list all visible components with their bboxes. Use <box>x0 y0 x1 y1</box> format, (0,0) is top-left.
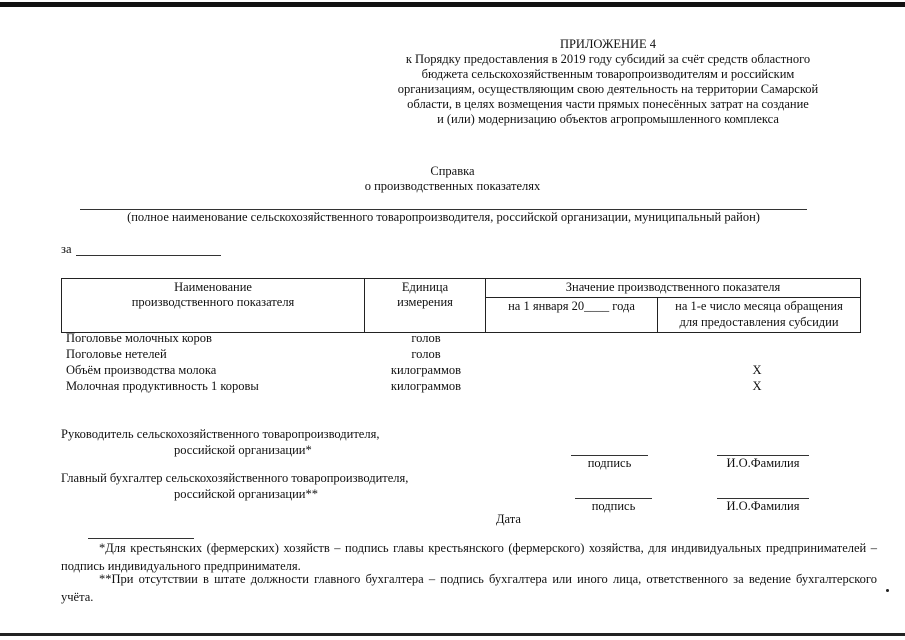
header-indicator-name-line2: производственного показателя <box>131 295 295 310</box>
footnote-1-text: *Для крестьянских (фермерских) хозяйств – подпись главы крестьянского (фермерского) хозяйства, для индивидуальных предпринимателей – подпись индивидуального предпринимателя. <box>61 541 877 573</box>
head-name-caption: И.О.Фамилия <box>726 456 800 470</box>
table-row <box>66 347 856 363</box>
indicator-name: Поголовье нетелей <box>66 347 167 361</box>
indicator-name: Объём производства молока <box>66 363 217 377</box>
indicator-unit: килограммов <box>390 379 462 393</box>
indicators-rows <box>66 331 856 395</box>
accountant-label-line2: российской организации** <box>174 487 318 501</box>
header-indicator-name-line1: Наименование <box>174 280 252 294</box>
top-border-rule <box>0 2 905 7</box>
document-title-line1: Справка <box>430 164 475 178</box>
head-label-line1: Руководитель сельскохозяйственного товаропроизводителя, <box>61 427 380 441</box>
annex-header <box>368 37 848 127</box>
scan-speck <box>886 589 889 592</box>
header-value-jan1: на 1 января 20____ года <box>486 298 658 333</box>
indicator-name: Молочная продуктивность 1 коровы <box>66 379 259 393</box>
table-row <box>66 363 856 379</box>
period-field[interactable] <box>76 255 221 256</box>
header-indicator-name <box>62 279 365 333</box>
producer-name-caption: (полное наименование сельскохозяйственного товаропроизводителя, российской организации, муниципальный район) <box>127 210 760 224</box>
document-title-line2: о производственных показателях <box>364 179 541 193</box>
header-unit <box>365 279 486 333</box>
footnote-2 <box>61 571 877 606</box>
annex-title: ПРИЛОЖЕНИЕ 4 <box>559 37 657 51</box>
indicator-unit: голов <box>411 331 441 345</box>
date-label: Дата <box>496 512 521 526</box>
table-row <box>66 379 856 395</box>
annex-line: к Порядку предоставления в 2019 году субсидий за счёт средств областного <box>405 52 811 66</box>
accountant-label-line1: Главный бухгалтер сельскохозяйственного товаропроизводителя, <box>61 471 409 485</box>
indicator-value-first: Х <box>752 379 762 393</box>
head-label-line2: российской организации* <box>174 443 312 457</box>
annex-line: бюджета сельскохозяйственным товаропроизводителям и российским <box>421 67 795 81</box>
annex-line: организациям, осуществляющим свою деятельность на территории Самарской <box>397 82 819 96</box>
table-row <box>66 331 856 347</box>
header-value-first-line1: на 1-е число месяца обращения <box>675 299 843 314</box>
header-unit-line2: измерения <box>397 295 453 310</box>
annex-line: области, в целях возмещения части прямых понесённых затрат на создание <box>407 97 809 111</box>
indicator-unit: килограммов <box>390 363 462 377</box>
annex-line: и (или) модернизацию объектов агропромышленного комплекса <box>437 112 779 126</box>
indicator-name: Поголовье молочных коров <box>66 331 212 345</box>
indicators-table-header <box>61 278 861 333</box>
accountant-name-caption: И.О.Фамилия <box>726 499 800 513</box>
header-value-first <box>658 298 861 333</box>
indicator-unit: голов <box>411 347 441 361</box>
head-signature-caption: подпись <box>587 456 632 470</box>
indicator-value-first: Х <box>752 363 762 377</box>
footnote-2-text: **При отсутствии в штате должности главного бухгалтера – подпись бухгалтера или иного лица, ответственного за ведение бухгалтерского учёта. <box>61 572 877 604</box>
footnote-divider <box>88 538 194 539</box>
footnote-1 <box>61 540 877 575</box>
header-value-first-line2: для предоставления субсидии <box>679 314 839 329</box>
header-value-group: Значение производственного показателя <box>486 279 861 298</box>
bottom-border-rule <box>0 633 905 636</box>
header-unit-line1: Единица <box>401 280 449 294</box>
period-label: за <box>61 242 72 256</box>
document-title <box>300 164 605 194</box>
accountant-signature-caption: подпись <box>591 499 636 513</box>
